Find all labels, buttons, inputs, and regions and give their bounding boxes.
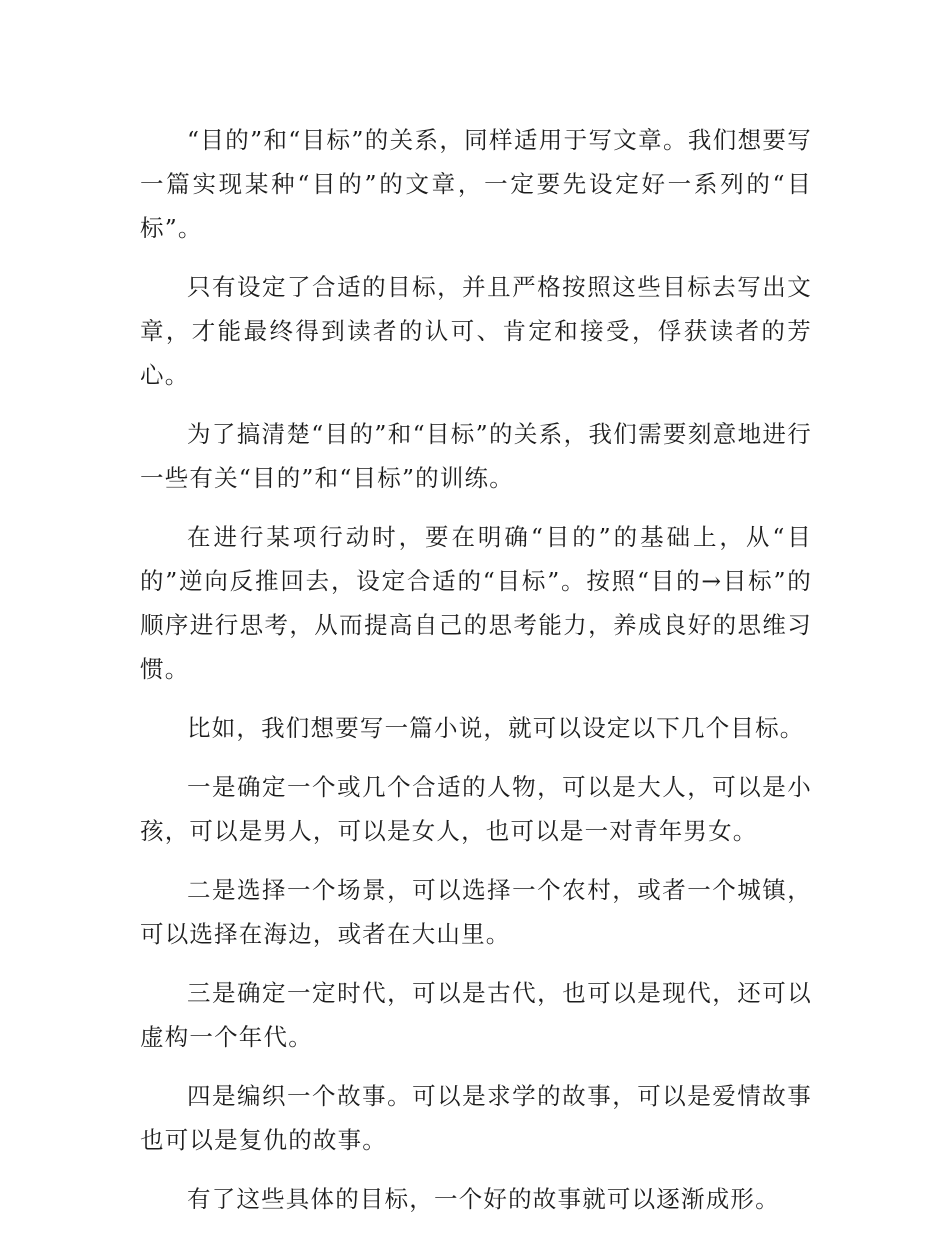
paragraph-7: 二是选择一个场景，可以选择一个农村，或者一个城镇，可以选择在海边，或者在大山里。 xyxy=(140,876,812,948)
paragraph-4: 在进行某项行动时，要在明确“目的”的基础上，从“目的”逆向反推回去，设定合适的“目标”。按照“目的→目标”的顺序进行思考，从而提高自己的思考能力，养成良好的思维习惯。 xyxy=(140,523,812,683)
paragraph-3: 为了搞清楚“目的”和“目标”的关系，我们需要刻意地进行一些有关“目的”和“目标”的训练。 xyxy=(140,420,812,492)
paragraph-5: 比如，我们想要写一篇小说，就可以设定以下几个目标。 xyxy=(187,714,805,742)
paragraph-1: “目的”和“目标”的关系，同样适用于写文章。我们想要写一篇实现某种“目的”的文章，一定要先设定好一系列的“目标”。 xyxy=(140,126,812,242)
paragraph-10: 有了这些具体的目标，一个好的故事就可以逐渐成形。 xyxy=(187,1185,780,1213)
paragraph-9: 四是编织一个故事。可以是求学的故事，可以是爱情故事也可以是复仇的故事。 xyxy=(140,1082,812,1154)
body-text xyxy=(140,118,812,1236)
paragraph-6: 一是确定一个或几个合适的人物，可以是大人，可以是小孩，可以是男人，可以是女人，也可以是一对青年男女。 xyxy=(140,773,812,845)
paragraph-8: 三是确定一定时代，可以是古代，也可以是现代，还可以虚构一个年代。 xyxy=(140,979,812,1051)
paragraph-2: 只有设定了合适的目标，并且严格按照这些目标去写出文章，才能最终得到读者的认可、肯定和接受，俘获读者的芳心。 xyxy=(140,273,812,389)
